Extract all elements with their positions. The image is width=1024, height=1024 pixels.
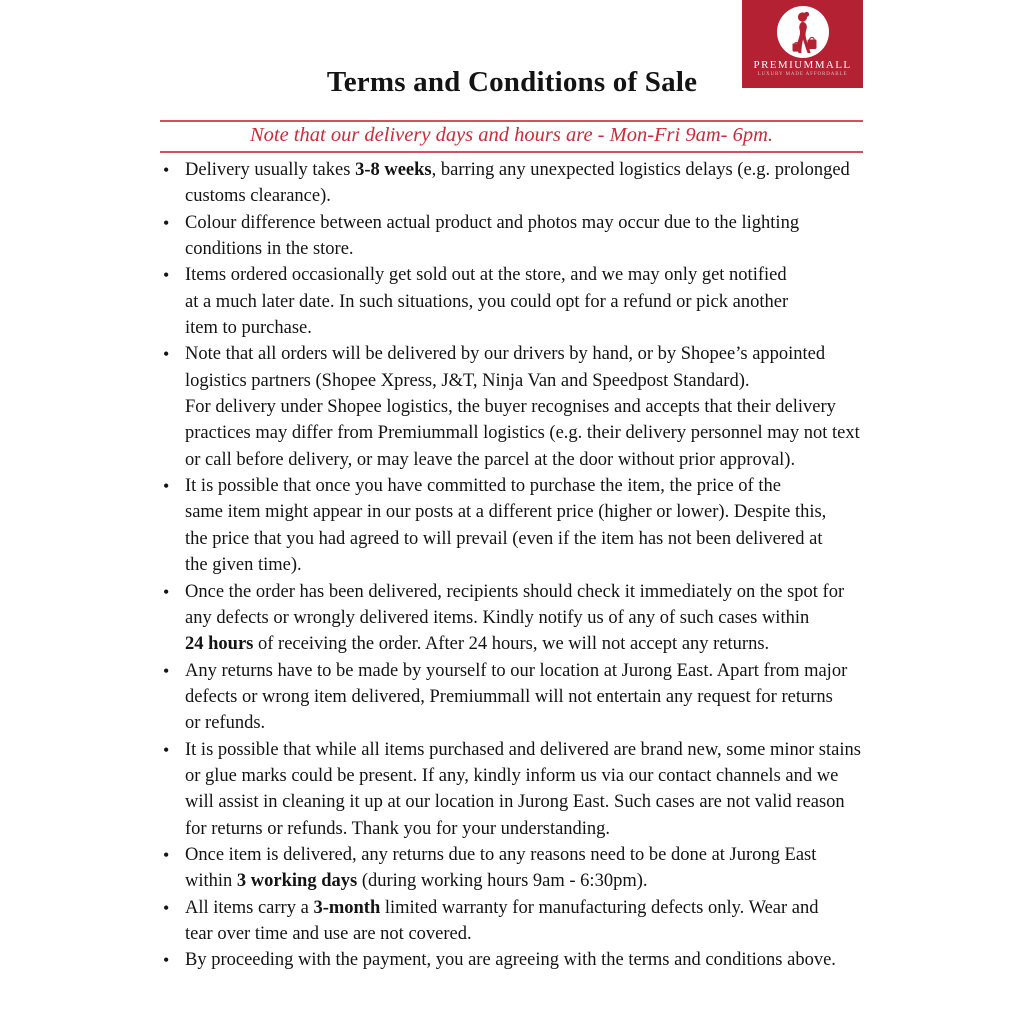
brand-tagline: LUXURY MADE AFFORDABLE (757, 72, 848, 77)
brand-name: PREMIUMMALL (753, 59, 852, 71)
term-item: • Note that all orders will be delivered by our drivers by hand, or by Shopee’s appointed logistics partners (Shopee Xpress, J&T, Ninja Van and Speedpost Standard). For delivery under Shopee logistics, the buyer recognises and accepts that their delivery practices may differ from Premiummall logistics (e.g. their delivery personnel may not text or call before delivery, or may leave the parcel at the door without prior approval). (160, 341, 900, 473)
term-item: • All items carry a 3-month limited warranty for manufacturing defects only. Wear and tear over time and use are not covered. (160, 895, 900, 948)
woman-with-shopping-bags-icon (777, 6, 829, 58)
page-title: Terms and Conditions of Sale (326, 66, 698, 98)
term-item: • It is possible that while all items purchased and delivered are brand new, some minor stains or glue marks could be present. If any, kindly inform us via our contact channels and we will assist in cleaning it up at our location in Jurong East. Such cases are not valid reason for returns or refunds. Thank you for your understanding. (160, 737, 900, 842)
term-item: • Any returns have to be made by yourself to our location at Jurong East. Apart from major defects or wrong item delivered, Premiummall will not entertain any request for returns or refunds. (160, 658, 900, 737)
delivery-note: Note that our delivery days and hours are - Mon-Fri 9am- 6pm. (249, 124, 774, 146)
term-item: • Items ordered occasionally get sold out at the store, and we may only get notified at a much later date. In such situations, you could opt for a refund or pick another item to purchase. (160, 262, 900, 341)
term-item: • Once item is delivered, any returns due to any reasons need to be done at Jurong East within 3 working days (during working hours 9am - 6:30pm). (160, 842, 900, 895)
term-item: • It is possible that once you have committed to purchase the item, the price of the same item might appear in our posts at a different price (higher or lower). Despite this, the price that you had agreed to will prevail (even if the item has not been delivered at the given time). (160, 473, 900, 578)
term-item: • By proceeding with the payment, you are agreeing with the terms and conditions above. (160, 947, 900, 973)
terms-list (160, 157, 900, 974)
term-item: • Once the order has been delivered, recipients should check it immediately on the spot for any defects or wrongly delivered items. Kindly notify us of any of such cases within 24 hours of receiving the order. After 24 hours, we will not accept any returns. (160, 579, 900, 658)
term-item: • Colour difference between actual product and photos may occur due to the lighting conditions in the store. (160, 210, 900, 263)
term-item: • Delivery usually takes 3-8 weeks, barring any unexpected logistics delays (e.g. prolonged customs clearance). (160, 157, 900, 210)
delivery-note-banner (160, 120, 863, 153)
